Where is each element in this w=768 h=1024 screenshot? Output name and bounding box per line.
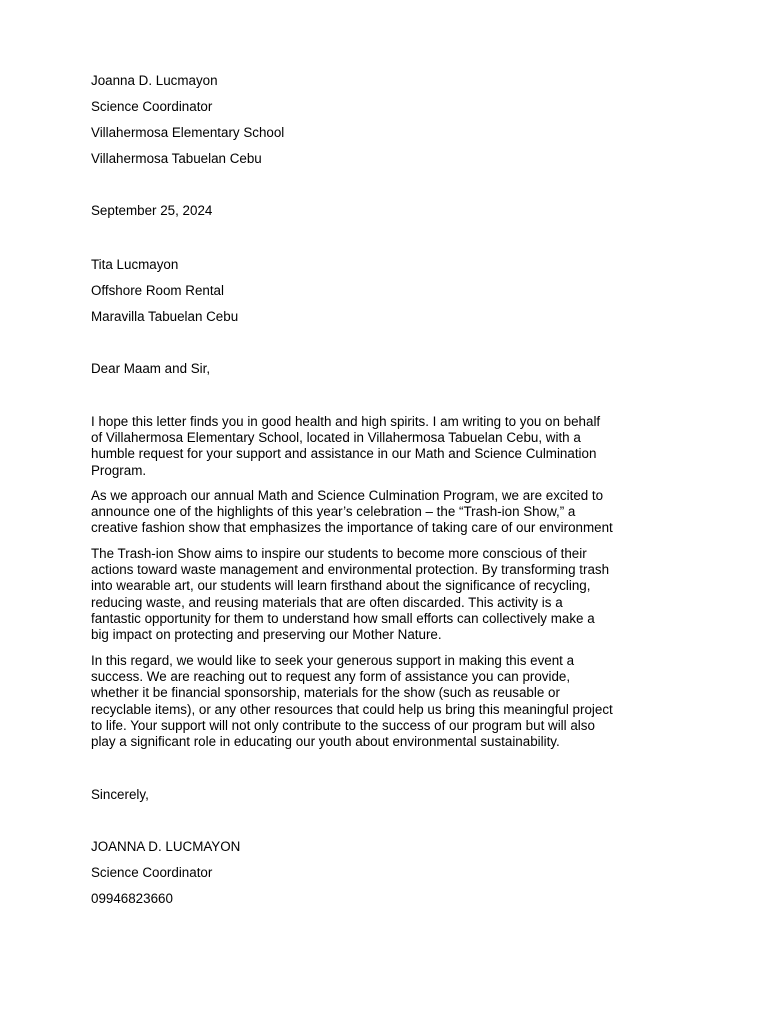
paragraph-line: The Trash-ion Show aims to inspire our students to become more conscious of their xyxy=(91,546,587,561)
body-paragraph-2 xyxy=(91,488,691,537)
paragraph-line: fantastic opportunity for them to understand how small efforts can collectively make a xyxy=(91,610,595,626)
paragraph-line: into wearable art, our students will learn firsthand about the significance of recycling, xyxy=(91,578,591,594)
paragraph-line: success. We are reaching out to request any form of assistance you can provide, xyxy=(91,669,571,685)
sender-address: Villahermosa Tabuelan Cebu xyxy=(91,151,262,166)
paragraph-line: I hope this letter finds you in good health and high spirits. I am writing to you on behalf xyxy=(91,414,601,429)
sender-name: Joanna D. Lucmayon xyxy=(91,73,218,88)
signature-phone: 09946823660 xyxy=(91,891,173,906)
paragraph-line: announce one of the highlights of this year’s celebration – the “Trash-ion Show,” a xyxy=(91,504,576,520)
signature-name: JOANNA D. LUCMAYON xyxy=(91,839,241,854)
paragraph-line: actions toward waste management and environmental protection. By transforming trash xyxy=(91,562,610,578)
recipient-business: Offshore Room Rental xyxy=(91,283,224,298)
paragraph-line: play a significant role in educating our youth about environmental sustainability. xyxy=(91,734,560,750)
salutation: Dear Maam and Sir, xyxy=(91,361,211,376)
paragraph-line: reducing waste, and reusing materials that are often discarded. This activity is a xyxy=(91,594,563,610)
paragraph-line: big impact on protecting and preserving our Mother Nature. xyxy=(91,627,442,643)
paragraph-line: As we approach our annual Math and Science Culmination Program, we are excited to xyxy=(91,488,604,503)
sender-title: Science Coordinator xyxy=(91,99,213,114)
closing: Sincerely, xyxy=(91,787,149,802)
signature-title: Science Coordinator xyxy=(91,865,213,880)
paragraph-line: to life. Your support will not only contribute to the success of our program but will also xyxy=(91,717,595,733)
body-paragraph-3 xyxy=(91,546,691,643)
recipient-address: Maravilla Tabuelan Cebu xyxy=(91,309,239,324)
paragraph-line: of Villahermosa Elementary School, located in Villahermosa Tabuelan Cebu, with a xyxy=(91,430,581,446)
paragraph-line: humble request for your support and assistance in our Math and Science Culmination xyxy=(91,446,597,462)
paragraph-line: recyclable items), or any other resources that could help us bring this meaningful project xyxy=(91,701,613,717)
body-paragraph-4 xyxy=(91,653,691,750)
recipient-name: Tita Lucmayon xyxy=(91,257,179,272)
sender-school: Villahermosa Elementary School xyxy=(91,125,285,140)
paragraph-line: creative fashion show that emphasizes the importance of taking care of our environment xyxy=(91,520,613,536)
body-paragraph-1 xyxy=(91,414,691,479)
paragraph-line: In this regard, we would like to seek your generous support in making this event a xyxy=(91,653,575,668)
letter-date: September 25, 2024 xyxy=(91,203,213,218)
paragraph-line: Program. xyxy=(91,462,147,478)
paragraph-line: whether it be financial sponsorship, materials for the show (such as reusable or xyxy=(91,685,560,701)
